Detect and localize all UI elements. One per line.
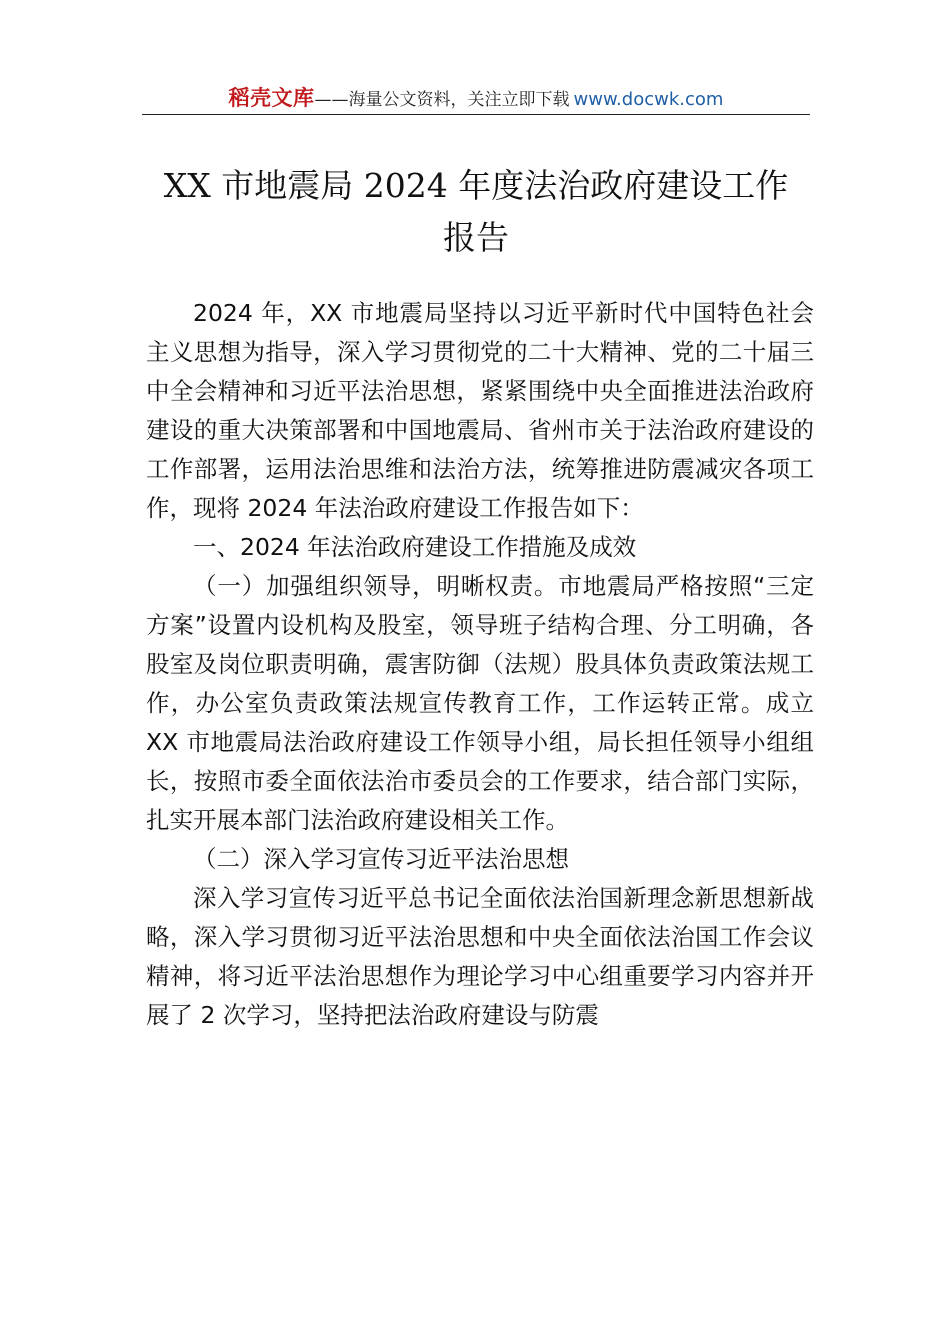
title-line-2: 报告 xyxy=(443,218,509,257)
header-slogan: ——海量公文资料，关注立即下载 xyxy=(314,90,570,110)
title-line-1: XX 市地震局 2024 年度法治政府建设工作 xyxy=(163,166,789,205)
document-title xyxy=(142,160,810,264)
section-heading-1: 一、2024 年法治政府建设工作措施及成效 xyxy=(193,533,637,561)
subsection-heading-2: （二）深入学习宣传习近平法治思想 xyxy=(193,845,569,873)
intro-paragraph: 2024 年，XX 市地震局坚持以习近平新时代中国特色社会主义思想为指导，深入学习贯彻党的二十大精神、党的二十届三中全会精神和习近平法治思想，紧紧围绕中央全面推进法治政府建设的重大决策部署和中国地震局、省州市关于法治政府建设的工作部署，运用法治思维和法治方法，统筹推进防震减灾各项工作，现将 2024 年法治政府建设工作报告如下： xyxy=(146,299,814,522)
header-url-link[interactable]: www.docwk.com xyxy=(573,89,724,110)
page-header xyxy=(142,82,810,115)
body-paragraph: 深入学习宣传习近平总书记全面依法治国新理念新思想新战略，深入学习贯彻习近平法治思想和中央全面依法治国工作会议精神，将习近平法治思想作为理论学习中心组重要学习内容并开展了 2 次学习，坚持把法治政府建设与防震 xyxy=(146,884,814,1029)
brand-logo-text: 稻壳文库 xyxy=(228,86,315,110)
document-body xyxy=(146,294,814,1035)
subsection-paragraph-1: （一）加强组织领导，明晰权责。市地震局严格按照“三定方案”设置内设机构及股室，领导班子结构合理、分工明确，各股室及岗位职责明确，震害防御（法规）股具体负责政策法规工作，办公室负责政策法规宣传教育工作，工作运转正常。成立 XX 市地震局法治政府建设工作领导小组，局长担任领导小组组长，按照市委全面依法治市委员会的工作要求，结合部门实际，扎实开展本部门法治政府建设相关工作。 xyxy=(146,572,814,834)
